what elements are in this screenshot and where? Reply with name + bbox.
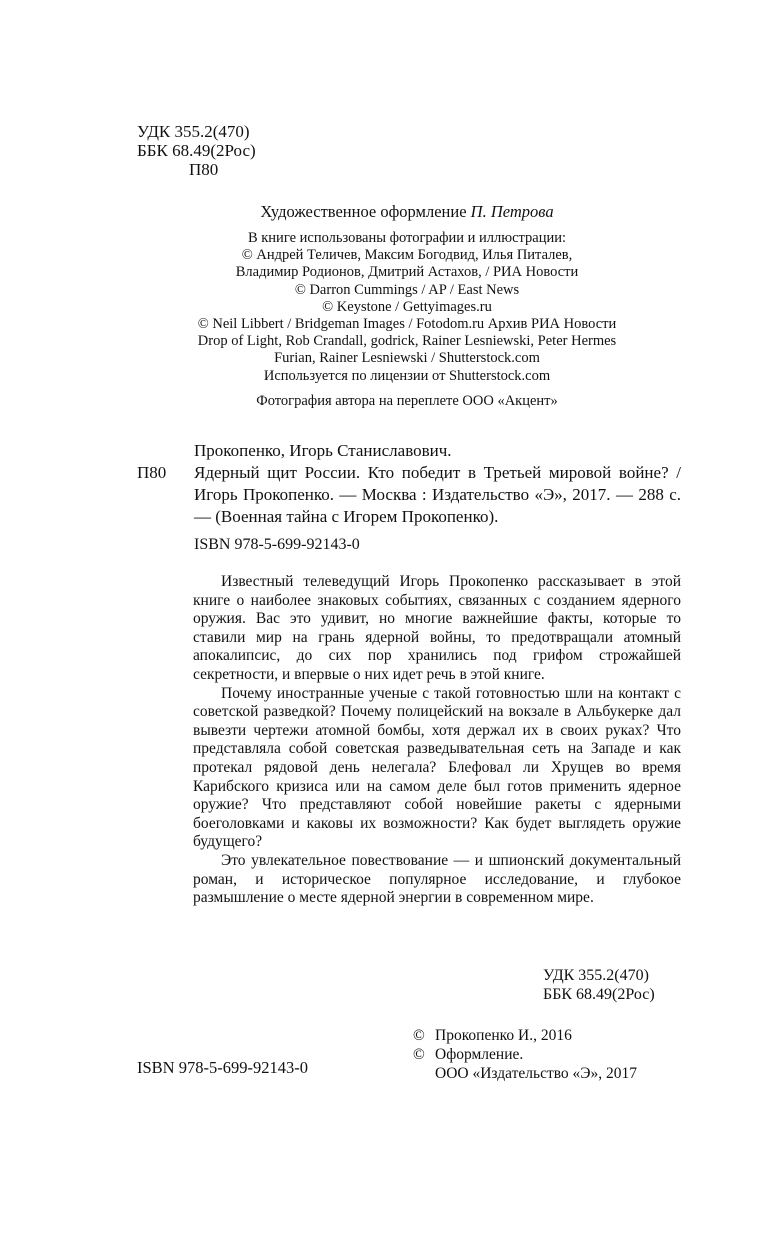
annotation-paragraph: Известный телеведущий Игорь Прокопенко рассказывает в этой книге о наиболее знаковых событиях, связанных с созданием ядерного оружия. Вас это удивит, но многие важнейшие факты, которые то ставили мир на грань ядерной войны, то предотвращали атомный апокалипсис, до сих пор хранились под грифом строжайшей секретности, и впервые о них идет речь в этой книге. (193, 573, 681, 683)
annotation-paragraph: Это увлекательное повествование — и шпионский документальный роман, и историческое популярное исследование, и глубокое размышление о месте ядерной энергии в современном мире. (193, 851, 681, 907)
art-designer-name: П. Петрова (470, 202, 554, 221)
udk-code: УДК 355.2(470) (137, 122, 250, 141)
bbk-code: ББК 68.49(2Рос) (543, 986, 655, 1003)
art-design-credit (137, 202, 677, 222)
isbn-footer: ISBN 978-5-699-92143-0 (137, 1058, 308, 1077)
credit-line: © Keystone / Gettyimages.ru (322, 298, 492, 315)
credit-line: © Darron Cummings / AP / East News (294, 281, 520, 298)
annotation (193, 573, 681, 908)
record-title: Ядерный щит России. Кто победит в Третьей мировой войне? / Игорь Прокопенко. — Москва : Издательство «Э», 2017. — 288 с. — (Военная тайна с Игорем Прокопенко). (194, 463, 681, 526)
record-isbn: ISBN 978-5-699-92143-0 (194, 536, 360, 553)
credit-line: Владимир Родионов, Дмитрий Астахов, / РИА Новости (235, 264, 579, 281)
credits-block (137, 202, 677, 410)
classification-block (137, 122, 256, 179)
author-code: П80 (189, 160, 219, 179)
credit-line: В книге использованы фотографии и иллюстрации: (247, 230, 567, 246)
credit-line: Drop of Light, Rob Crandall, godrick, Rainer Lesniewski, Peter Hermes (197, 333, 617, 350)
copyright-block (413, 1026, 637, 1083)
copyright-author: Прокопенко И., 2016 (435, 1027, 572, 1044)
annotation-paragraph: Почему иностранные ученые с такой готовностью шли на контакт с советской разведкой? Почему полицейский на вокзале в Альбукерке дал вывезти чертежи атомной бомбы, хотя держал их в своих руках? Что представляла собой советская разведывательная сеть на Западе и как протекал рядовой день нелегала? Блефовал ли Хрущев во время Карибского кризиса или на самом деле был готов применить ядерное оружие? Что представляют собой новейшие ракеты с ядерными боеголовками и каковы их возможности? Как будет выглядеть оружие будущего? (193, 684, 681, 851)
author-photo-credit: Фотография автора на переплете ООО «Акцент» (256, 392, 558, 409)
credit-line: Используется по лицензии от Shutterstock.com (263, 367, 551, 384)
copyright-design: Оформление. (435, 1046, 524, 1063)
udk-code: УДК 355.2(470) (543, 967, 649, 984)
copyright-sign: © (413, 1027, 425, 1044)
bibliographic-record (137, 440, 681, 556)
record-author-code: П80 (137, 463, 167, 482)
art-design-prefix: Художественное оформление (260, 202, 471, 221)
record-author: Прокопенко, Игорь Станиславович. (194, 441, 452, 460)
bbk-code: ББК 68.49(2Рос) (137, 141, 256, 160)
credit-line: © Neil Libbert / Bridgeman Images / Fotodom.ru Архив РИА Новости (197, 316, 617, 333)
bottom-classification (543, 966, 655, 1004)
copyright-publisher: ООО «Издательство «Э», 2017 (435, 1065, 638, 1082)
photo-sources-list (137, 230, 677, 385)
credit-line: Furian, Rainer Lesniewski / Shutterstock.com (274, 350, 540, 367)
copyright-sign: © (413, 1046, 425, 1063)
credit-line: © Андрей Теличев, Максим Богодвид, Илья Питалев, (241, 247, 573, 264)
